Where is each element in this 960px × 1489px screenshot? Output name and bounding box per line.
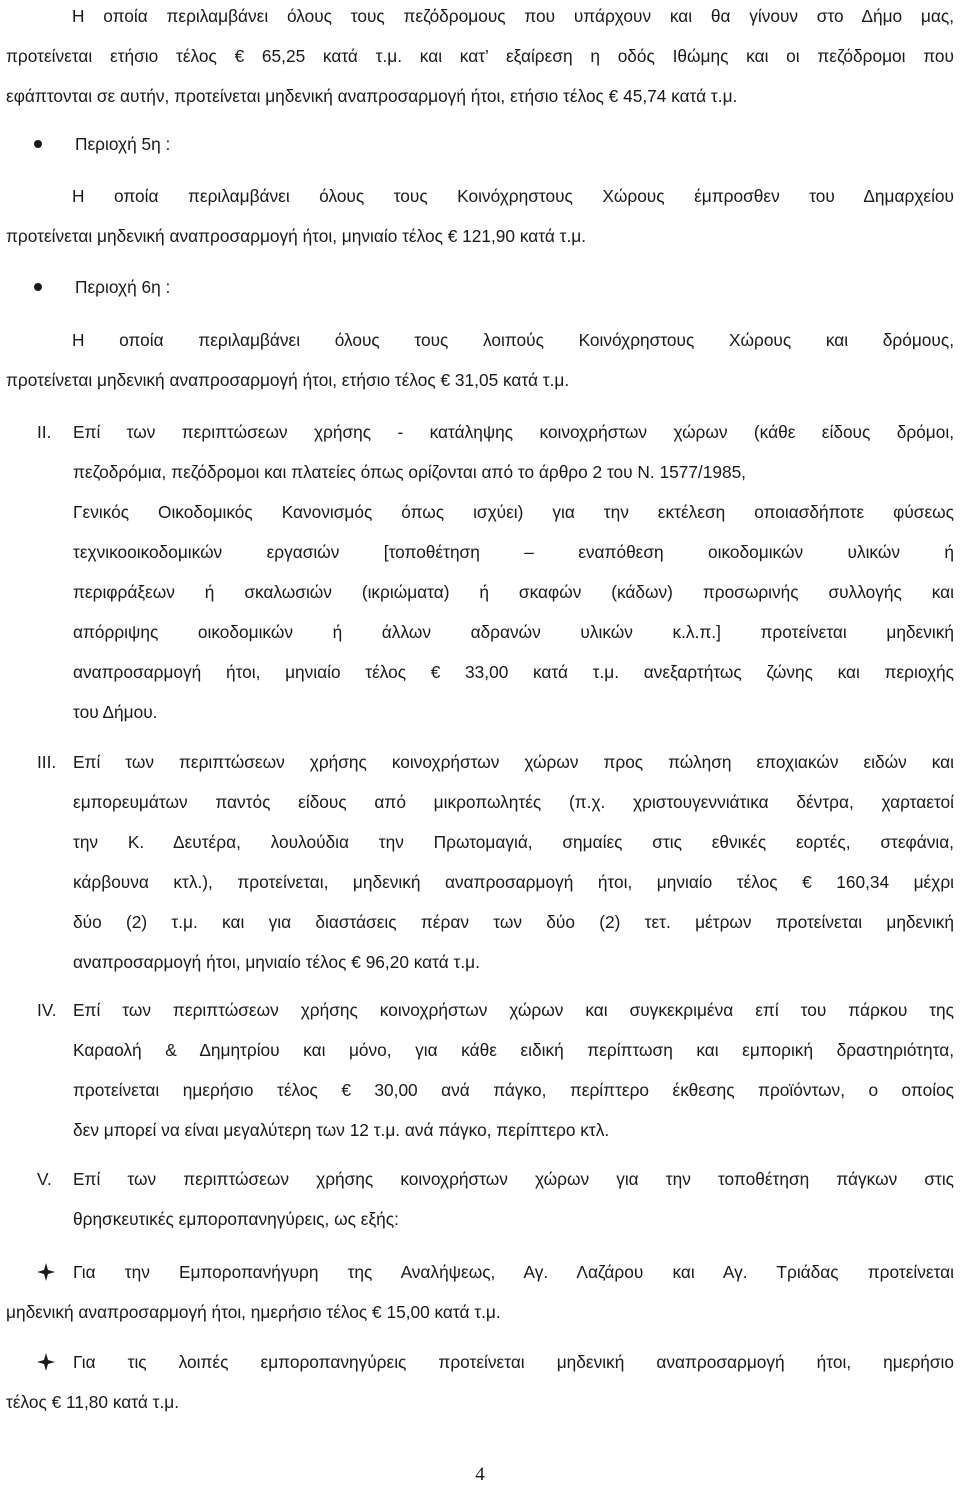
paragraph-line: του Δήμου.	[73, 702, 158, 722]
section-5-numeral: V.	[37, 1169, 52, 1189]
paragraph-line: Η οποία περιλαμβάνει όλους τους πεζόδρομους που υπάρχουν και θα γίνουν στο Δήμο μας,	[72, 6, 954, 26]
paragraph-line: προτείνεται ημερήσιο τέλος € 30,00 ανά πάγκο, περίπτερο έκθεσης προϊόντων, ο οποίος	[73, 1080, 954, 1100]
bullet-dot-icon	[34, 140, 42, 148]
bullet-1-paragraph	[73, 1252, 954, 1292]
paragraph-line: περιφράξεων ή σκαλωσιών (ικριώματα) ή σκαφών (κάδων) προσωρινής συλλογής και	[73, 582, 954, 602]
paragraph-line: τέλος € 11,80 κατά τ.μ.	[6, 1392, 180, 1412]
paragraph-line: δεν μπορεί να είναι μεγαλύτερη των 12 τ.μ. ανά πάγκο, περίπτερο κτλ.	[73, 1120, 610, 1140]
section-2-numeral: II.	[37, 422, 52, 442]
bullet-dot-icon	[34, 283, 42, 291]
bullet-2-continuation	[6, 1382, 954, 1422]
paragraph-line: απόρριψης οικοδομικών ή άλλων αδρανών υλικών κ.λ.π.] προτείνεται μηδενική	[73, 622, 954, 642]
section-2-paragraph	[73, 412, 954, 732]
paragraph-line: προτείνεται ετήσιο τέλος € 65,25 κατά τ.μ. και κατ’ εξαίρεση η οδός Ιθώμης και οι πεζόδρομοι που	[6, 46, 954, 66]
paragraph-line: Για τις λοιπές εμποροπανηγύρεις προτείνεται μηδενική αναπροσαρμογή ήτοι, ημερήσιο	[73, 1352, 954, 1372]
area-6-heading: Περιοχή 6η :	[75, 277, 171, 297]
paragraph-line: δύο (2) τ.μ. και για διαστάσεις πέραν των δύο (2) τετ. μέτρων προτείνεται μηδενική	[73, 912, 954, 932]
paragraph-line: προτείνεται μηδενική αναπροσαρμογή ήτοι, μηνιαίο τέλος € 121,90 κατά τ.μ.	[6, 226, 587, 246]
paragraph-line: Γενικός Οικοδομικός Κανονισμός όπως ισχύει) για την εκτέλεση οποιασδήποτε φύσεως	[73, 502, 954, 522]
paragraph-line: την Κ. Δευτέρα, λουλούδια την Πρωτομαγιά, σημαίες στις εθνικές εορτές, στεφάνια,	[73, 832, 954, 852]
page-number: 4	[475, 1464, 485, 1485]
paragraph-line: θρησκευτικές εμποροπανηγύρεις, ως εξής:	[73, 1209, 399, 1229]
paragraph-line: Επί των περιπτώσεων χρήσης κοινοχρήστων χώρων για την τοποθέτηση πάγκων στις	[73, 1169, 954, 1189]
paragraph-line: τεχνικοοικοδομικών εργασιών [τοποθέτηση – εναπόθεση οικοδομικών υλικών ή	[73, 542, 954, 562]
paragraph-line: Καραολή & Δημητρίου και μόνο, για κάθε ειδική περίπτωση και εμπορική δραστηριότητα,	[73, 1040, 954, 1060]
area-6-paragraph	[6, 320, 954, 400]
paragraph-line: Για την Εμποροπανήγυρη της Αναλήψεως, Αγ. Λαζάρου και Αγ. Τριάδας προτείνεται	[73, 1262, 954, 1282]
diamond-bullet-icon	[37, 1263, 55, 1281]
diamond-bullet-icon	[37, 1353, 55, 1371]
paragraph-line: πεζοδρόμια, πεζόδρομοι και πλατείες όπως ορίζονται από το άρθρο 2 του Ν. 1577/1985,	[73, 462, 746, 482]
paragraph-line: αναπροσαρμογή ήτοι, μηνιαίο τέλος € 33,00 κατά τ.μ. ανεξαρτήτως ζώνης και περιοχής	[73, 662, 954, 682]
section-4-numeral: IV.	[37, 1000, 57, 1020]
paragraph-line: εμπορευμάτων παντός είδους από μικροπωλητές (π.χ. χριστουγεννιάτικα δέντρα, χαρταετοί	[73, 792, 954, 812]
section-4-paragraph	[73, 990, 954, 1150]
paragraph-line: μηδενική αναπροσαρμογή ήτοι, ημερήσιο τέλος € 15,00 κατά τ.μ.	[6, 1302, 501, 1322]
area-5-paragraph	[6, 176, 954, 256]
intro-paragraph	[6, 0, 954, 116]
section-5-paragraph	[73, 1159, 954, 1239]
paragraph-line: Επί των περιπτώσεων χρήσης κοινοχρήστων χώρων προς πώληση εποχιακών ειδών και	[73, 752, 954, 772]
section-3-paragraph	[73, 742, 954, 982]
bullet-1-continuation	[6, 1292, 954, 1332]
paragraph-line: Η οποία περιλαμβάνει όλους τους Κοινόχρηστους Χώρους έμπροσθεν του Δημαρχείου	[72, 186, 954, 206]
bullet-2-paragraph	[73, 1342, 954, 1382]
paragraph-line: εφάπτονται σε αυτήν, προτείνεται μηδενική αναπροσαρμογή ήτοι, ετήσιο τέλος € 45,74 κατά τ.μ.	[6, 86, 738, 106]
paragraph-line: Επί των περιπτώσεων χρήσης - κατάληψης κοινοχρήστων χώρων (κάθε είδους δρόμοι,	[73, 422, 954, 442]
paragraph-line: κάρβουνα κτλ.), προτείνεται, μηδενική αναπροσαρμογή ήτοι, μηνιαίο τέλος € 160,34 μέχρι	[73, 872, 954, 892]
paragraph-line: Επί των περιπτώσεων χρήσης κοινοχρήστων χώρων και συγκεκριμένα επί του πάρκου της	[73, 1000, 954, 1020]
section-3-numeral: III.	[37, 752, 57, 772]
area-5-heading: Περιοχή 5η :	[75, 134, 171, 154]
paragraph-line: αναπροσαρμογή ήτοι, μηνιαίο τέλος € 96,20 κατά τ.μ.	[73, 952, 480, 972]
paragraph-line: Η οποία περιλαμβάνει όλους τους λοιπούς Κοινόχρηστους Χώρους και δρόμους,	[72, 330, 954, 350]
paragraph-line: προτείνεται μηδενική αναπροσαρμογή ήτοι, ετήσιο τέλος € 31,05 κατά τ.μ.	[6, 370, 570, 390]
